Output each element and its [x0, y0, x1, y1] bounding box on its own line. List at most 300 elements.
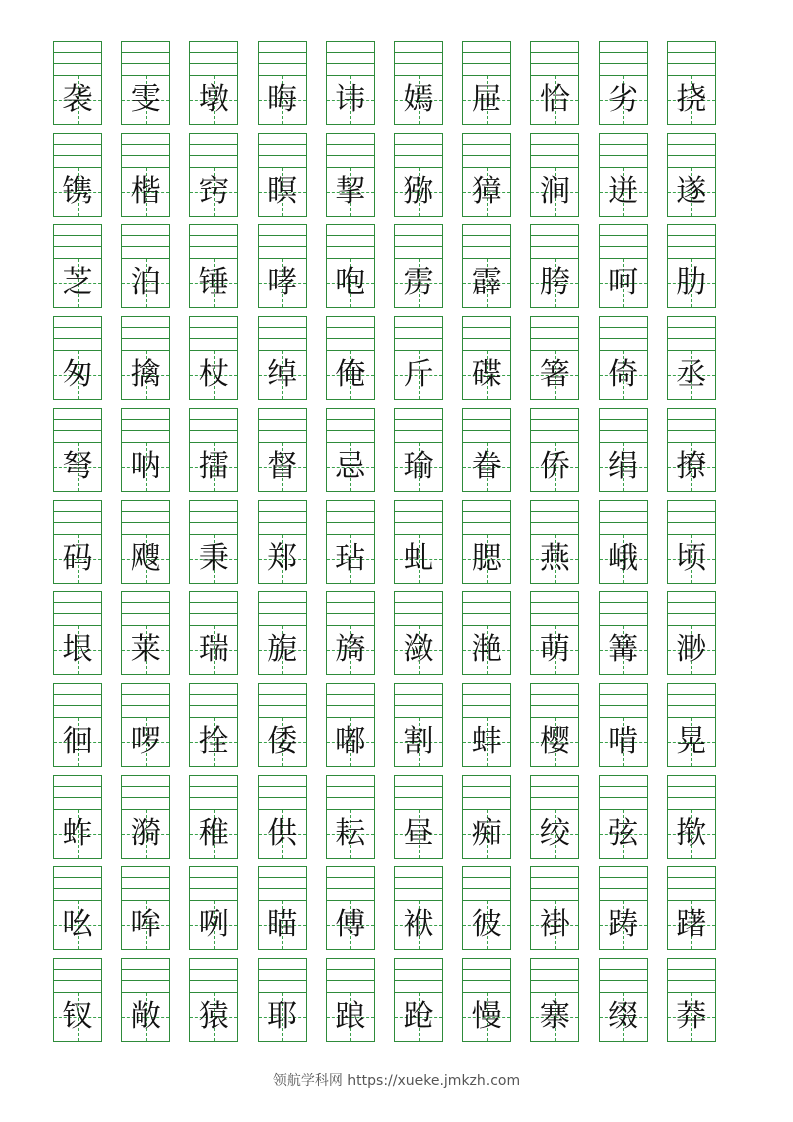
character-cell [258, 41, 307, 125]
character-cell [258, 866, 307, 950]
chinese-character: 峨 [608, 540, 639, 576]
character-cell [121, 316, 170, 400]
chinese-character: 擂 [198, 448, 229, 484]
pinyin-writing-lines [54, 42, 101, 76]
pinyin-writing-lines [54, 959, 101, 993]
chinese-character: 斤 [403, 357, 434, 393]
character-writing-box [531, 626, 578, 674]
chinese-character: 倚 [608, 357, 639, 393]
chinese-character: 褂 [539, 907, 570, 943]
character-cell [326, 500, 375, 584]
chinese-character: 秉 [198, 540, 229, 576]
character-writing-box [395, 168, 442, 216]
pinyin-writing-lines [327, 225, 374, 259]
character-writing-box [327, 810, 374, 858]
chinese-character: 瑞 [198, 632, 229, 668]
pinyin-writing-lines [54, 592, 101, 626]
character-cell [258, 133, 307, 217]
character-writing-box [600, 901, 647, 949]
character-cell [667, 958, 716, 1042]
pinyin-writing-lines [668, 501, 715, 535]
chinese-character: 忌 [335, 448, 366, 484]
pinyin-writing-lines [395, 684, 442, 718]
chinese-character: 耘 [335, 815, 366, 851]
chinese-character: 呵 [608, 265, 639, 301]
character-writing-box [463, 443, 510, 491]
chinese-character: 杖 [198, 357, 229, 393]
character-cell [53, 133, 102, 217]
character-cell [394, 958, 443, 1042]
chinese-character: 莱 [130, 632, 161, 668]
character-cell [599, 958, 648, 1042]
chinese-character: 樱 [539, 723, 570, 759]
character-cell [462, 775, 511, 859]
pinyin-writing-lines [259, 409, 306, 443]
pinyin-writing-lines [668, 959, 715, 993]
chinese-character: 昼 [403, 815, 434, 851]
character-writing-box [190, 443, 237, 491]
character-cell [121, 41, 170, 125]
pinyin-writing-lines [531, 776, 578, 810]
chinese-character: 躇 [676, 907, 707, 943]
pinyin-writing-lines [190, 867, 237, 901]
chinese-character: 窍 [198, 173, 229, 209]
character-writing-box [668, 810, 715, 858]
chinese-character: 猿 [198, 999, 229, 1034]
chinese-character: 顷 [676, 540, 707, 576]
character-writing-box [259, 626, 306, 674]
character-cell [326, 133, 375, 217]
pinyin-writing-lines [531, 501, 578, 535]
pinyin-writing-lines [668, 42, 715, 76]
character-writing-box [668, 901, 715, 949]
pinyin-writing-lines [600, 776, 647, 810]
chinese-character: 揿 [676, 815, 707, 851]
pinyin-writing-lines [531, 225, 578, 259]
character-cell [394, 408, 443, 492]
pinyin-writing-lines [190, 959, 237, 993]
pinyin-writing-lines [259, 592, 306, 626]
chinese-character: 袱 [403, 907, 434, 943]
character-writing-box [395, 626, 442, 674]
character-cell [121, 224, 170, 308]
pinyin-writing-lines [395, 592, 442, 626]
chinese-character: 撩 [676, 448, 707, 484]
character-cell [462, 224, 511, 308]
chinese-character: 墩 [198, 82, 229, 117]
character-writing-box [122, 259, 169, 307]
chinese-character: 晦 [267, 82, 298, 117]
character-writing-box [395, 443, 442, 491]
character-cell [189, 41, 238, 125]
character-cell [599, 41, 648, 125]
character-cell [189, 958, 238, 1042]
chinese-character: 飕 [130, 540, 161, 576]
chinese-character: 踉 [335, 999, 366, 1034]
pinyin-writing-lines [190, 501, 237, 535]
chinese-character: 劣 [608, 82, 639, 117]
pinyin-writing-lines [600, 317, 647, 351]
character-cell [258, 591, 307, 675]
character-writing-box [600, 535, 647, 583]
character-writing-box [463, 535, 510, 583]
character-cell [667, 500, 716, 584]
character-cell [394, 316, 443, 400]
chinese-character: 慢 [471, 999, 502, 1034]
character-cell [530, 866, 579, 950]
character-cell [530, 133, 579, 217]
pinyin-writing-lines [463, 592, 510, 626]
character-writing-box [395, 535, 442, 583]
pinyin-writing-lines [600, 684, 647, 718]
character-writing-box [327, 626, 374, 674]
chinese-character: 蚱 [62, 815, 93, 851]
chinese-character: 箸 [539, 357, 570, 393]
character-writing-box [259, 810, 306, 858]
character-writing-box [54, 718, 101, 766]
chinese-character: 咧 [198, 907, 229, 943]
character-cell [53, 683, 102, 767]
chinese-character: 寨 [539, 999, 570, 1034]
character-cell [53, 866, 102, 950]
pinyin-writing-lines [122, 684, 169, 718]
pinyin-writing-lines [668, 317, 715, 351]
chinese-character: 痴 [471, 815, 502, 851]
character-cell [462, 316, 511, 400]
character-cell [462, 133, 511, 217]
character-writing-box [122, 443, 169, 491]
character-writing-box [327, 901, 374, 949]
character-cell [121, 408, 170, 492]
pinyin-writing-lines [600, 959, 647, 993]
pinyin-writing-lines [122, 225, 169, 259]
character-writing-box [259, 535, 306, 583]
chinese-character: 涧 [539, 173, 570, 209]
chinese-character: 晃 [676, 723, 707, 759]
footer-watermark [0, 1070, 793, 1090]
character-cell [394, 133, 443, 217]
pinyin-writing-lines [395, 959, 442, 993]
pinyin-writing-lines [259, 42, 306, 76]
character-writing-box [395, 810, 442, 858]
pinyin-writing-lines [463, 134, 510, 168]
chinese-character: 哮 [267, 265, 298, 301]
character-cell [189, 316, 238, 400]
chinese-character: 肋 [676, 265, 707, 301]
pinyin-writing-lines [259, 134, 306, 168]
chinese-character: 腮 [471, 540, 502, 576]
chinese-character: 碟 [471, 357, 502, 393]
pinyin-writing-lines [122, 867, 169, 901]
pinyin-writing-lines [54, 684, 101, 718]
character-cell [530, 683, 579, 767]
character-writing-box [668, 993, 715, 1041]
pinyin-writing-lines [395, 134, 442, 168]
pinyin-writing-lines [259, 501, 306, 535]
character-writing-box [668, 718, 715, 766]
character-writing-box [395, 901, 442, 949]
chinese-character: 敞 [130, 999, 161, 1034]
pinyin-writing-lines [327, 134, 374, 168]
character-writing-box [668, 535, 715, 583]
character-cell [462, 41, 511, 125]
character-writing-box [54, 168, 101, 216]
pinyin-writing-lines [668, 776, 715, 810]
chinese-character: 锤 [198, 265, 229, 301]
chinese-character: 咆 [335, 265, 366, 301]
character-writing-box [327, 443, 374, 491]
chinese-character: 渺 [676, 632, 707, 668]
pinyin-writing-lines [190, 592, 237, 626]
character-writing-box [259, 259, 306, 307]
character-writing-box [122, 810, 169, 858]
character-cell [53, 408, 102, 492]
pinyin-writing-lines [668, 225, 715, 259]
character-cell [599, 500, 648, 584]
character-cell [462, 408, 511, 492]
chinese-character: 彼 [471, 907, 502, 943]
character-writing-box [668, 168, 715, 216]
character-cell [530, 408, 579, 492]
character-cell [189, 591, 238, 675]
chinese-character: 缀 [608, 999, 639, 1034]
chinese-character: 迸 [608, 173, 639, 209]
character-cell [326, 591, 375, 675]
character-cell [530, 41, 579, 125]
character-writing-box [327, 351, 374, 399]
pinyin-writing-lines [463, 42, 510, 76]
pinyin-writing-lines [122, 776, 169, 810]
pinyin-writing-lines [190, 409, 237, 443]
pinyin-writing-lines [531, 42, 578, 76]
character-cell [530, 775, 579, 859]
character-writing-box [259, 351, 306, 399]
character-writing-box [54, 259, 101, 307]
pinyin-writing-lines [531, 959, 578, 993]
chinese-character: 啃 [608, 723, 639, 759]
character-writing-box [122, 626, 169, 674]
character-writing-box [531, 535, 578, 583]
pinyin-writing-lines [122, 42, 169, 76]
pinyin-writing-lines [327, 409, 374, 443]
pinyin-writing-lines [395, 42, 442, 76]
pinyin-writing-lines [327, 776, 374, 810]
character-cell [189, 408, 238, 492]
chinese-character: 呐 [130, 448, 161, 484]
character-cell [189, 775, 238, 859]
pinyin-writing-lines [54, 317, 101, 351]
pinyin-writing-lines [463, 317, 510, 351]
character-cell [189, 500, 238, 584]
pinyin-writing-lines [259, 684, 306, 718]
chinese-character: 码 [62, 540, 93, 576]
chinese-character: 滟 [471, 632, 502, 668]
character-cell [462, 500, 511, 584]
chinese-character: 郑 [267, 540, 298, 576]
character-cell [326, 683, 375, 767]
pinyin-writing-lines [531, 317, 578, 351]
character-cell [326, 775, 375, 859]
character-cell [530, 591, 579, 675]
chinese-character: 啰 [130, 723, 161, 759]
character-writing-box [327, 76, 374, 124]
chinese-character: 俺 [335, 357, 366, 393]
character-writing-box [190, 810, 237, 858]
pinyin-writing-lines [327, 501, 374, 535]
chinese-character: 绰 [267, 357, 298, 393]
character-cell [121, 500, 170, 584]
character-writing-box [463, 351, 510, 399]
pinyin-writing-lines [54, 409, 101, 443]
chinese-character: 屉 [471, 82, 502, 117]
chinese-character: 哞 [130, 907, 161, 943]
character-cell [326, 866, 375, 950]
character-cell [258, 316, 307, 400]
pinyin-writing-lines [122, 317, 169, 351]
character-writing-box [190, 259, 237, 307]
character-writing-box [531, 76, 578, 124]
character-cell [667, 224, 716, 308]
pinyin-writing-lines [463, 225, 510, 259]
character-cell [121, 775, 170, 859]
character-writing-box [463, 626, 510, 674]
pinyin-writing-lines [600, 42, 647, 76]
character-cell [667, 866, 716, 950]
character-writing-box [122, 168, 169, 216]
pinyin-writing-lines [668, 409, 715, 443]
character-cell [326, 41, 375, 125]
pinyin-writing-lines [54, 501, 101, 535]
character-cell [462, 866, 511, 950]
character-cell [394, 591, 443, 675]
character-cell [462, 958, 511, 1042]
chinese-character: 恰 [539, 82, 570, 117]
pinyin-writing-lines [668, 592, 715, 626]
chinese-character: 燕 [539, 540, 570, 576]
character-cell [53, 775, 102, 859]
character-writing-box [600, 718, 647, 766]
pinyin-writing-lines [600, 409, 647, 443]
chinese-character: 绞 [539, 815, 570, 851]
chinese-character: 侨 [539, 448, 570, 484]
chinese-character: 漪 [130, 815, 161, 851]
pinyin-writing-lines [259, 867, 306, 901]
chinese-character: 楷 [130, 173, 161, 209]
character-writing-box [463, 810, 510, 858]
pinyin-writing-lines [463, 776, 510, 810]
character-writing-box [600, 993, 647, 1041]
pinyin-writing-lines [122, 501, 169, 535]
pinyin-writing-lines [668, 134, 715, 168]
chinese-character: 耶 [267, 999, 298, 1034]
pinyin-writing-lines [259, 776, 306, 810]
chinese-character: 蚌 [471, 723, 502, 759]
chinese-character: 胯 [539, 265, 570, 301]
character-writing-box [259, 993, 306, 1041]
character-writing-box [531, 901, 578, 949]
pinyin-writing-lines [190, 225, 237, 259]
character-cell [53, 591, 102, 675]
character-writing-box [463, 168, 510, 216]
pinyin-writing-lines [531, 684, 578, 718]
character-writing-box [531, 168, 578, 216]
chinese-character: 傅 [335, 907, 366, 943]
pinyin-writing-lines [395, 501, 442, 535]
character-cell [258, 500, 307, 584]
pinyin-writing-lines [327, 317, 374, 351]
character-writing-box [327, 168, 374, 216]
character-writing-box [190, 901, 237, 949]
pinyin-writing-lines [600, 134, 647, 168]
character-writing-box [463, 259, 510, 307]
pinyin-writing-lines [531, 409, 578, 443]
character-cell [599, 133, 648, 217]
character-writing-box [395, 76, 442, 124]
character-cell [599, 408, 648, 492]
character-cell [326, 408, 375, 492]
character-writing-box [259, 718, 306, 766]
pinyin-writing-lines [122, 592, 169, 626]
pinyin-writing-lines [259, 959, 306, 993]
character-writing-box [327, 535, 374, 583]
character-writing-box [600, 168, 647, 216]
character-cell [326, 316, 375, 400]
chinese-character: 匆 [62, 357, 93, 393]
pinyin-writing-lines [600, 867, 647, 901]
chinese-character: 擒 [130, 357, 161, 393]
character-cell [121, 683, 170, 767]
pinyin-writing-lines [54, 776, 101, 810]
chinese-character: 钗 [62, 999, 93, 1034]
pinyin-writing-lines [668, 684, 715, 718]
character-writing-box [54, 901, 101, 949]
character-cell [121, 958, 170, 1042]
character-writing-box [531, 443, 578, 491]
character-writing-box [600, 259, 647, 307]
character-writing-box [190, 718, 237, 766]
pinyin-writing-lines [395, 409, 442, 443]
character-cell [53, 41, 102, 125]
character-cell [258, 408, 307, 492]
chinese-character: 芝 [62, 265, 93, 301]
pinyin-writing-lines [463, 867, 510, 901]
chinese-character: 泊 [130, 265, 161, 301]
chinese-character: 绢 [608, 448, 639, 484]
character-writing-box [259, 168, 306, 216]
character-cell [258, 958, 307, 1042]
pinyin-writing-lines [327, 684, 374, 718]
pinyin-writing-lines [190, 684, 237, 718]
character-cell [394, 866, 443, 950]
chinese-character: 袭 [62, 82, 93, 117]
character-writing-box [600, 626, 647, 674]
character-cell [258, 775, 307, 859]
character-writing-box [54, 810, 101, 858]
character-writing-box [54, 443, 101, 491]
character-writing-box [395, 993, 442, 1041]
chinese-character: 嘟 [335, 723, 366, 759]
chinese-character: 猕 [403, 173, 434, 209]
character-writing-box [327, 718, 374, 766]
character-writing-box [463, 993, 510, 1041]
character-writing-box [190, 535, 237, 583]
chinese-character: 霹 [471, 265, 502, 301]
chinese-character: 吆 [62, 907, 93, 943]
character-cell [258, 683, 307, 767]
character-cell [326, 224, 375, 308]
pinyin-writing-lines [327, 867, 374, 901]
character-writing-box [463, 718, 510, 766]
